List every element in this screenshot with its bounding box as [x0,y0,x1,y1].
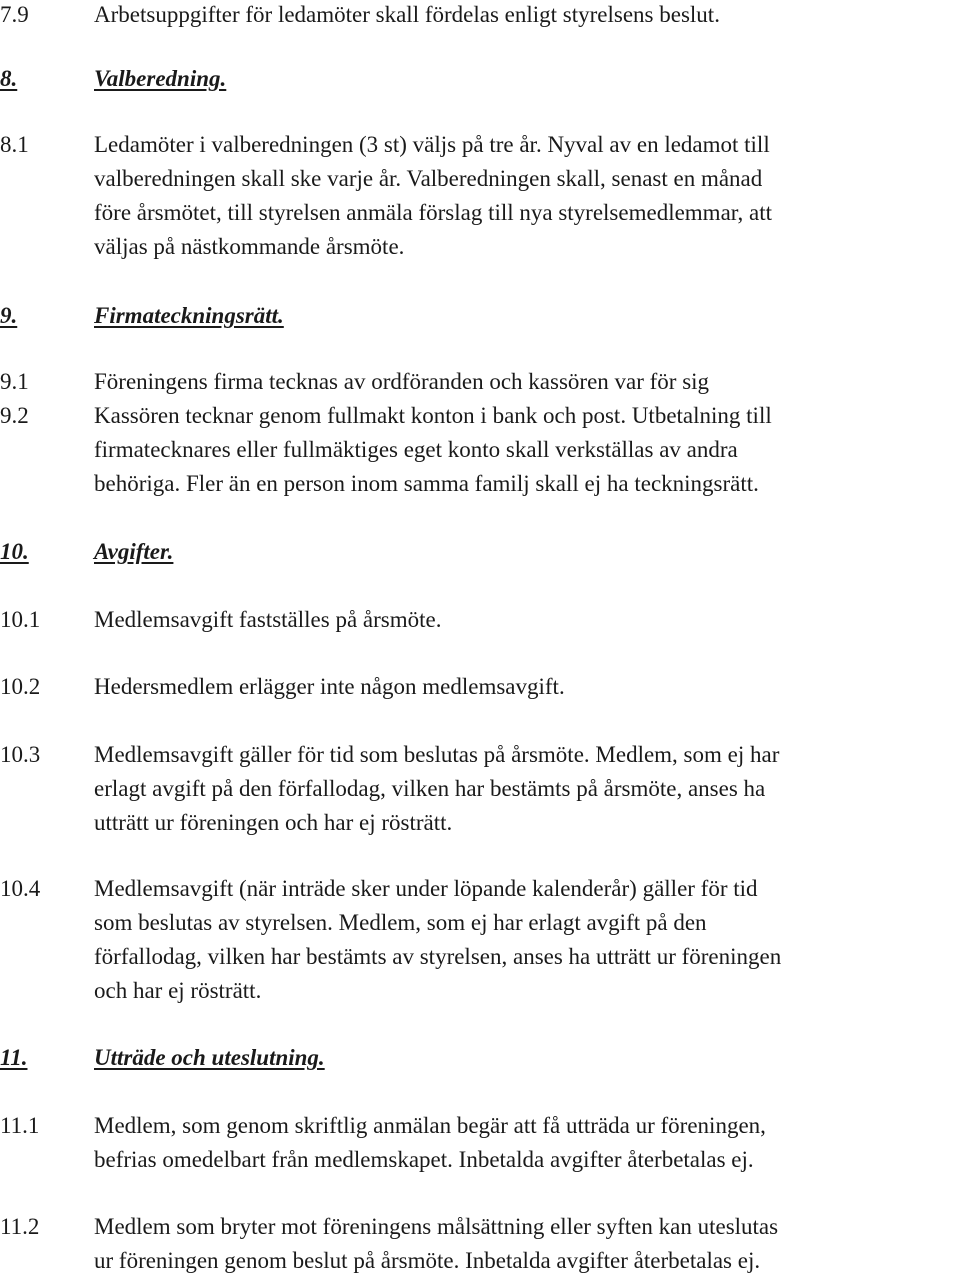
section-number: 9. [0,303,18,328]
clause-number: 10.3 [0,742,41,767]
clause-line: Medlem, som genom skriftlig anmälan begär att få utträda ur föreningen, [94,1113,766,1138]
clause-line: valberedningen skall ske varje år. Valberedningen skall, senast en månad [94,166,763,191]
clause-number: 10.1 [0,607,41,632]
clause-line: Medlemsavgift (när inträde sker under löpande kalenderår) gäller för tid [94,876,758,901]
clause-number: 11.2 [0,1214,40,1239]
clause-line: Föreningens firma tecknas av ordföranden och kassören var för sig [94,369,710,394]
section-number: 8. [0,66,18,91]
clause-text [94,738,958,840]
clause-number: 9.2 [0,403,29,428]
clause-line: Medlem som bryter mot föreningens målsättning eller syften kan uteslutas [94,1214,779,1239]
clause-line: Kassören tecknar genom fullmakt konton i bank och post. Utbetalning till [94,403,772,428]
clause-line: Arbetsuppgifter för ledamöter skall fördelas enligt styrelsens beslut. [94,2,720,27]
clause-line: väljas på nästkommande årsmöte. [94,234,405,259]
section-title: Avgifter. [94,539,174,564]
clause-number: 7.9 [0,2,29,27]
clause-line: Medlemsavgift gäller för tid som beslutas på årsmöte. Medlem, som ej har [94,742,780,767]
clause-number: 10.4 [0,876,41,901]
clause-text [94,128,958,264]
section-number: 11. [0,1045,28,1070]
clause-line: behöriga. Fler än en person inom samma familj skall ej ha teckningsrätt. [94,471,759,496]
clause-line: Medlemsavgift fastställes på årsmöte. [94,607,442,632]
clause-line: förfallodag, vilken har bestämts av styrelsen, anses ha utträtt ur föreningen [94,944,782,969]
section-title: Valberedning. [94,66,227,91]
clause-line: som beslutas av styrelsen. Medlem, som ej har erlagt avgift på den [94,910,707,935]
clause-number: 9.1 [0,369,29,394]
clause-text [94,603,958,637]
section-title: Utträde och uteslutning. [94,1045,325,1070]
clause-text [94,872,958,1008]
clause-number: 10.2 [0,674,41,699]
clause-text [94,670,958,704]
clause-text [94,399,958,501]
clause-line: befrias omedelbart från medlemskapet. Inbetalda avgifter återbetalas ej. [94,1147,754,1172]
clause-line: erlagt avgift på den förfallodag, vilken har bestämts på årsmöte, anses ha [94,776,766,801]
section-number: 10. [0,539,29,564]
clause-line: före årsmötet, till styrelsen anmäla förslag till nya styrelsemedlemmar, att [94,200,773,225]
clause-number: 8.1 [0,132,29,157]
clause-text [94,0,958,32]
clause-text [94,365,958,399]
section-title: Firmateckningsrätt. [94,303,284,328]
clause-number: 11.1 [0,1113,40,1138]
clause-line: och har ej rösträtt. [94,978,262,1003]
clause-text [94,1210,958,1278]
clause-line: ur föreningen genom beslut på årsmöte. Inbetalda avgifter återbetalas ej. [94,1248,761,1273]
clause-line: Hedersmedlem erlägger inte någon medlemsavgift. [94,674,565,699]
clause-line: utträtt ur föreningen och har ej rösträtt. [94,810,453,835]
clause-line: firmatecknares eller fullmäktiges eget konto skall verkställas av andra [94,437,738,462]
clause-text [94,1109,958,1177]
clause-line: Ledamöter i valberedningen (3 st) väljs på tre år. Nyval av en ledamot till [94,132,770,157]
